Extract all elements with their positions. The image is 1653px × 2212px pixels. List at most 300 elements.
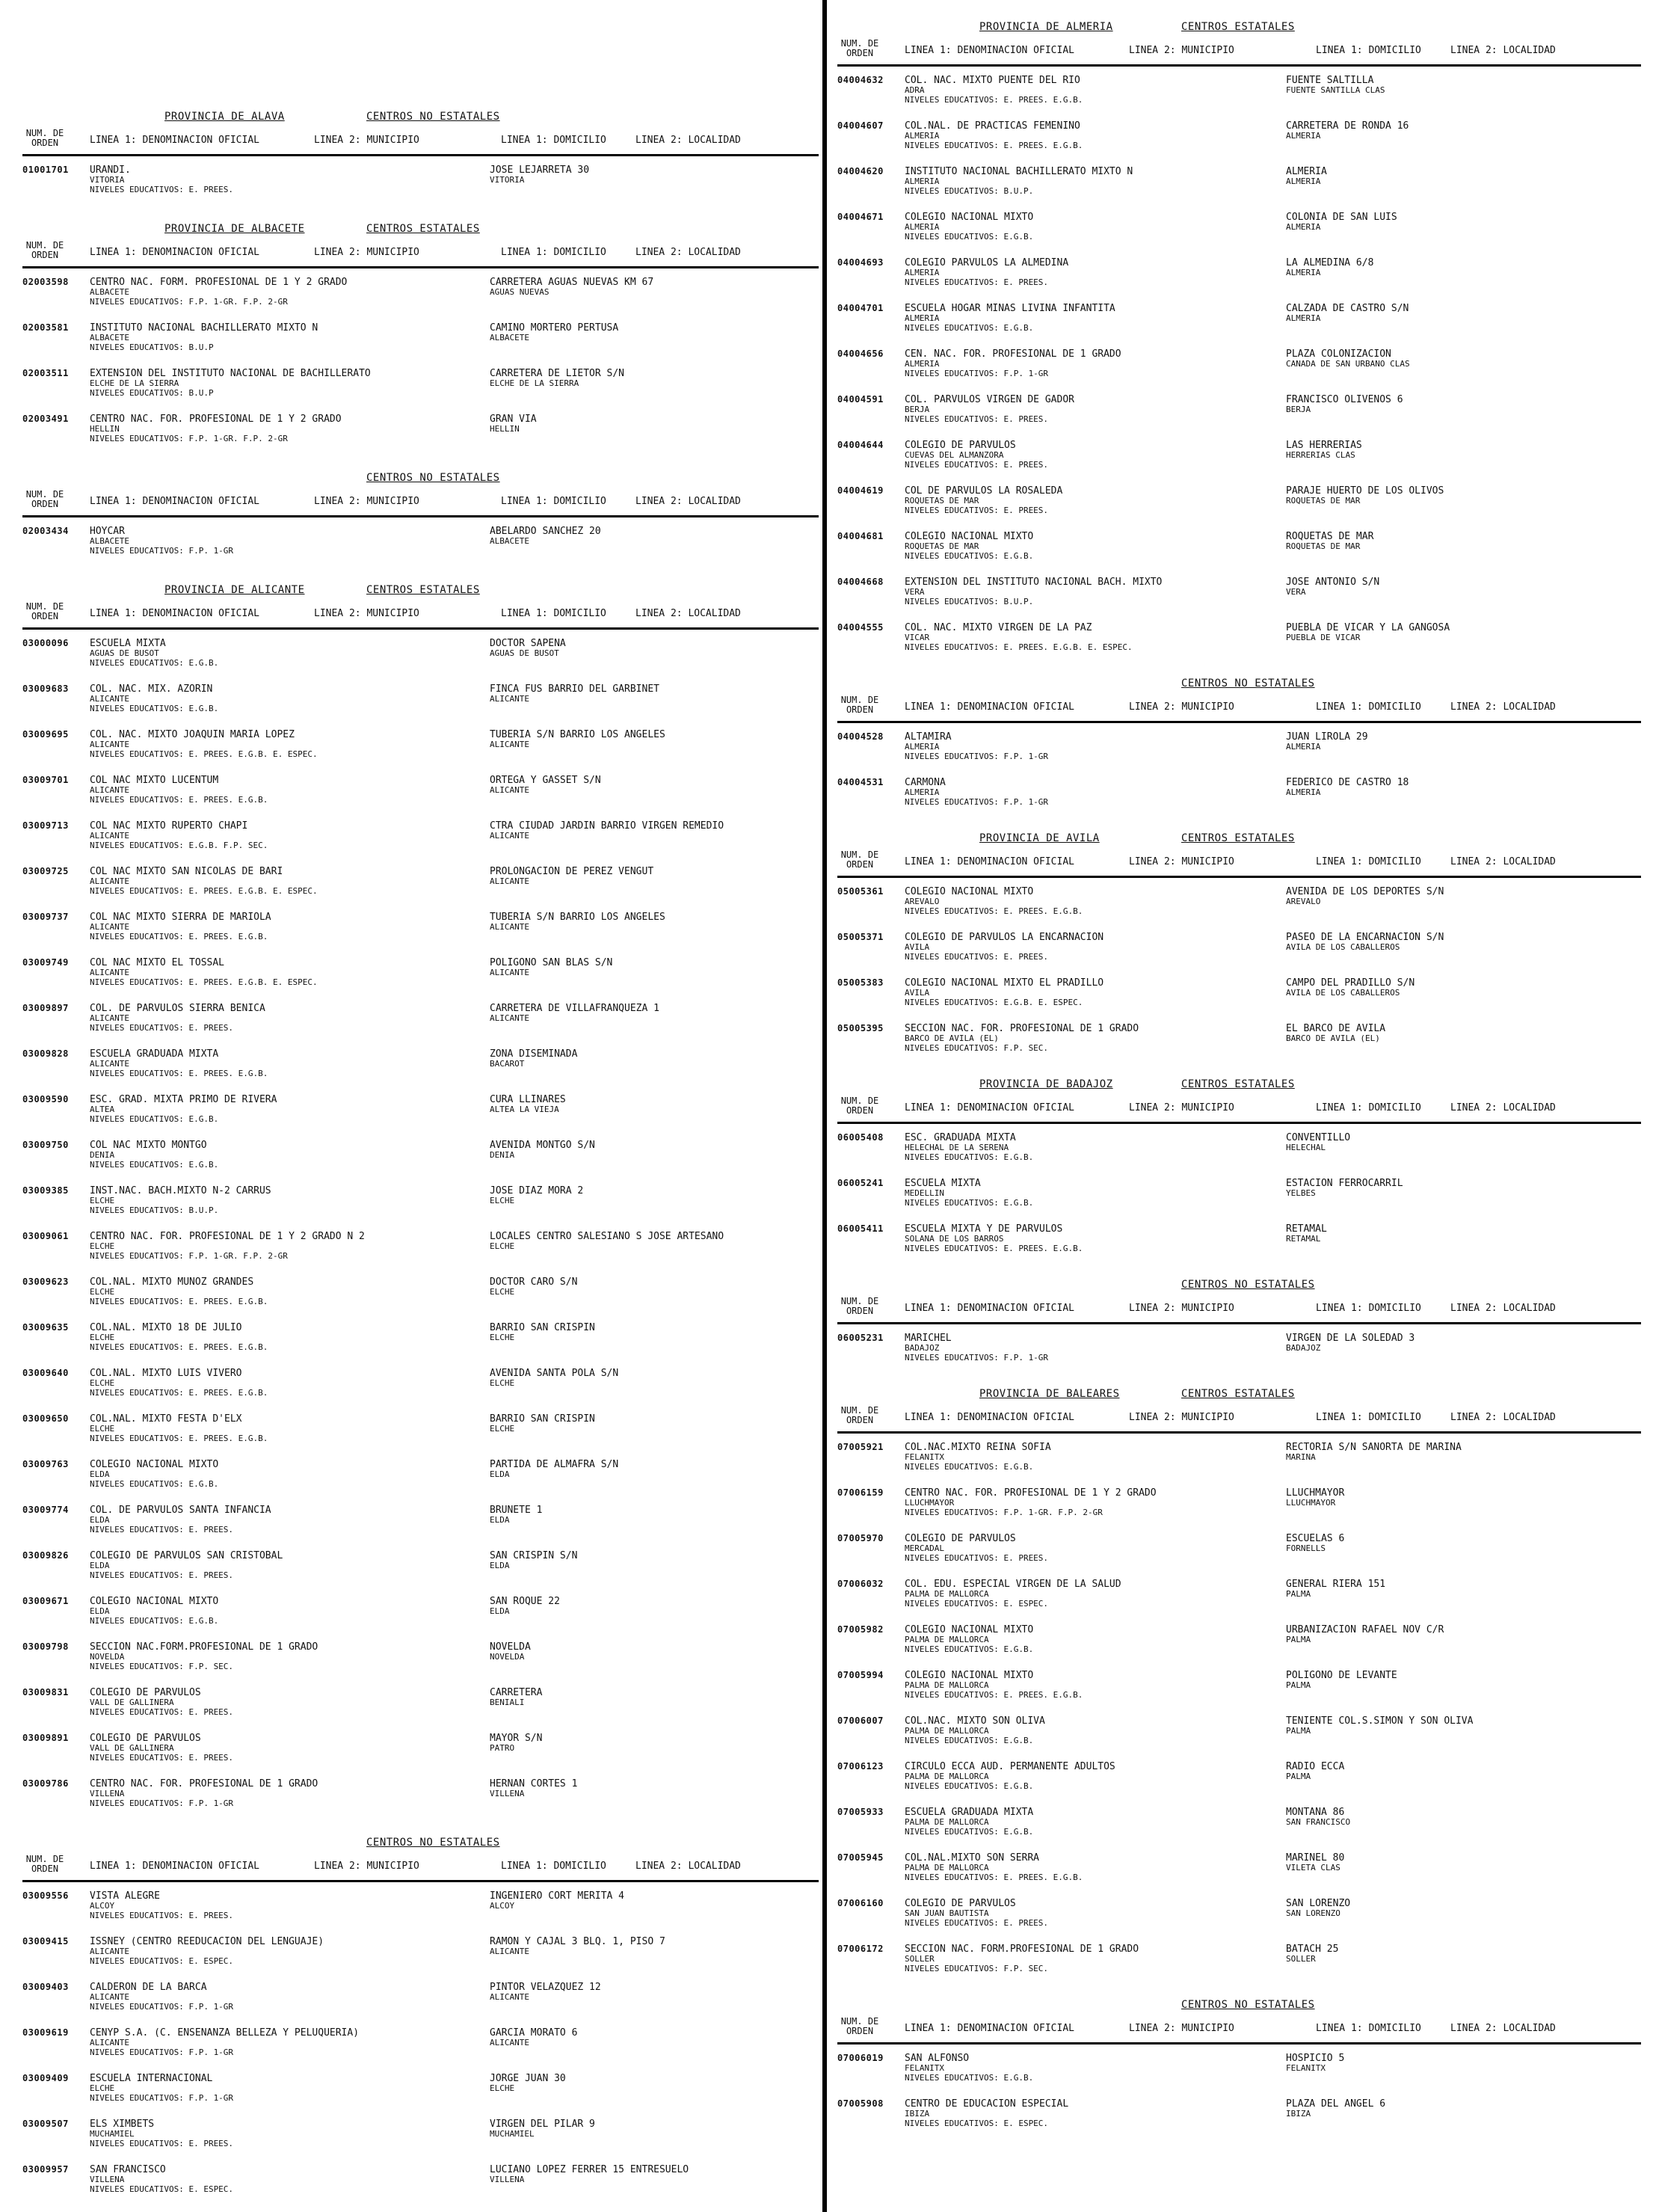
denomination-block	[90, 1186, 493, 1215]
order-number: 07005933	[837, 1807, 884, 1817]
denomination-block	[90, 775, 493, 805]
address: RECTORIA S/N SANORTA DE MARINA	[1286, 1442, 1462, 1453]
locality: ALICANTE	[490, 2038, 529, 2047]
centre-name: COL DE PARVULOS LA ROSALEDA	[905, 485, 1063, 497]
centre-name: COLEGIO DE PARVULOS	[90, 1733, 201, 1744]
education-levels: NIVELES EDUCATIVOS: E.G.B. F.P. SEC.	[90, 841, 268, 850]
centre-entry	[22, 1779, 819, 1825]
header-municipality: LINEA 2: MUNICIPIO	[1129, 45, 1234, 56]
order-number: 03009623	[22, 1276, 69, 1287]
centre-name: COLEGIO DE PARVULOS	[905, 1898, 1016, 1909]
municipality: ALICANTE	[90, 1059, 129, 1069]
centre-name: INST.NAC. BACH.MIXTO N-2 CARRUS	[90, 1185, 271, 1196]
centre-entry	[22, 867, 819, 912]
denomination-block	[90, 1505, 493, 1534]
locality: YELBES	[1286, 1188, 1316, 1198]
address: ALMERIA	[1286, 166, 1327, 177]
address-block	[490, 1551, 819, 1570]
centre-entry	[837, 486, 1641, 532]
denomination-block	[90, 2028, 493, 2057]
header-locality: LINEA 2: LOCALIDAD	[1450, 1102, 1556, 1113]
order-number: 04004619	[837, 485, 884, 496]
order-number: 03009831	[22, 1687, 69, 1698]
province-title: PROVINCIA DE ALMERIA	[979, 21, 1113, 33]
section-block	[837, 1993, 1641, 2145]
denomination-block	[905, 1133, 1308, 1162]
locality: AGUAS DE BUSOT	[490, 648, 559, 658]
denomination-block	[905, 577, 1308, 606]
locality: ELCHE	[490, 1333, 515, 1342]
centre-name: COLEGIO NACIONAL MIXTO	[90, 1596, 219, 1607]
centre-name: INSTITUTO NACIONAL BACHILLERATO MIXTO N	[90, 322, 318, 334]
address: PUEBLA DE VICAR Y LA GANGOSA	[1286, 622, 1450, 633]
municipality: ADRA	[905, 85, 925, 95]
section-block	[22, 217, 819, 460]
municipality: DENIA	[90, 1150, 115, 1160]
header-address: LINEA 1: DOMICILIO	[1316, 2023, 1421, 2034]
province-title: PROVINCIA DE ALBACETE	[164, 223, 305, 235]
province-title: PROVINCIA DE AVILA	[979, 832, 1100, 844]
address-block	[1286, 1224, 1615, 1244]
municipality: PALMA DE MALLORCA	[905, 1680, 989, 1690]
address-block	[490, 1277, 819, 1297]
denomination-block	[905, 1488, 1308, 1517]
locality: ALICANTE	[490, 968, 529, 977]
address: TUBERIA S/N BARRIO LOS ANGELES	[490, 729, 665, 740]
education-levels: NIVELES EDUCATIVOS: E. PREES.	[90, 1753, 234, 1763]
header-denomination: LINEA 1: DENOMINACION OFICIAL	[90, 1861, 259, 1872]
locality: ELDA	[490, 1606, 510, 1616]
address: SAN ROQUE 22	[490, 1596, 560, 1607]
locality: BACAROT	[490, 1059, 525, 1069]
address: JUAN LIROLA 29	[1286, 731, 1368, 743]
order-number: 03009725	[22, 866, 69, 876]
order-number: 05005395	[837, 1023, 884, 1033]
education-levels: NIVELES EDUCATIVOS: E.G.B.	[905, 323, 1034, 333]
education-levels: NIVELES EDUCATIVOS: E. PREES. E.G.B. E. ESPEC.	[90, 749, 318, 759]
locality: PALMA	[1286, 1680, 1311, 1690]
municipality: ALMERIA	[905, 359, 940, 369]
left-column	[22, 0, 819, 2212]
municipality: IBIZA	[905, 2109, 930, 2119]
header-locality: LINEA 2: LOCALIDAD	[635, 1861, 741, 1872]
order-number: 04004528	[837, 731, 884, 742]
address: BATACH 25	[1286, 1944, 1339, 1955]
denomination-block	[90, 526, 493, 556]
address: MARINEL 80	[1286, 1852, 1345, 1864]
section-block	[837, 1382, 1641, 1990]
locality: MARINA	[1286, 1452, 1316, 1462]
centre-entry	[837, 1853, 1641, 1899]
order-number: 05005371	[837, 932, 884, 942]
education-levels: NIVELES EDUCATIVOS: E.G.B.	[905, 232, 1034, 242]
order-number: 03009774	[22, 1505, 69, 1515]
centre-entry	[22, 1049, 819, 1095]
education-levels: NIVELES EDUCATIVOS: E. PREES. E.G.B.	[905, 1244, 1083, 1253]
centre-name: VISTA ALEGRE	[90, 1890, 160, 1902]
section-title-row	[837, 672, 1641, 694]
municipality: ALMERIA	[905, 268, 940, 277]
address: DOCTOR SAPENA	[490, 638, 566, 649]
column-header	[22, 488, 819, 517]
address-block	[490, 1460, 819, 1479]
order-number: 03009671	[22, 1596, 69, 1606]
centre-name: COL. EDU. ESPECIAL VIRGEN DE LA SALUD	[905, 1579, 1121, 1590]
order-number: 07006032	[837, 1579, 884, 1589]
header-address: LINEA 1: DOMICILIO	[1316, 701, 1421, 713]
column-header	[22, 239, 819, 268]
address-block	[1286, 532, 1615, 551]
centre-entry	[837, 1333, 1641, 1379]
centre-name: COLEGIO DE PARVULOS LA ENCARNACION	[905, 932, 1104, 943]
centre-entry	[837, 778, 1641, 823]
centre-name: ESCUELA GRADUADA MIXTA	[90, 1048, 219, 1060]
address: PLAZA DEL ANGEL 6	[1286, 2098, 1386, 2110]
municipality: ALICANTE	[90, 831, 129, 841]
address: SAN LORENZO	[1286, 1898, 1351, 1909]
header-denomination: LINEA 1: DENOMINACION OFICIAL	[905, 2023, 1074, 2034]
order-number: 04004681	[837, 531, 884, 541]
education-levels: NIVELES EDUCATIVOS: F.P. 1-GR	[90, 2047, 234, 2057]
centre-entry	[837, 2099, 1641, 2145]
address-block	[490, 958, 819, 977]
education-levels: NIVELES EDUCATIVOS: F.P. SEC.	[905, 1043, 1049, 1053]
education-levels: NIVELES EDUCATIVOS: E. PREES. E.G.B.	[905, 1872, 1083, 1882]
centre-entry	[22, 1232, 819, 1277]
locality: AVILA DE LOS CABALLEROS	[1286, 988, 1400, 998]
centre-name: ESCUELA INTERNACIONAL	[90, 2073, 213, 2084]
address-block	[490, 2028, 819, 2047]
locality: ALICANTE	[490, 876, 529, 886]
order-number: 07006007	[837, 1715, 884, 1726]
locality: FELANITX	[1286, 2063, 1326, 2073]
centre-name: ESCUELA GRADUADA MIXTA	[905, 1807, 1034, 1818]
municipality: ELCHE	[90, 1196, 115, 1205]
centre-name: COL.NAC.MIXTO REINA SOFIA	[905, 1442, 1051, 1453]
locality: ALICANTE	[490, 1013, 529, 1023]
education-levels: NIVELES EDUCATIVOS: F.P. 1-GR	[90, 546, 234, 556]
header-municipality: LINEA 2: MUNICIPIO	[1129, 856, 1234, 867]
centre-name: COLEGIO DE PARVULOS	[90, 1687, 201, 1698]
municipality: VERA	[905, 587, 925, 597]
centre-entry	[837, 1443, 1641, 1488]
address-block	[490, 1414, 819, 1434]
municipality: FELANITX	[905, 2063, 944, 2073]
address-block	[1286, 1133, 1615, 1152]
centre-entry	[837, 1488, 1641, 1534]
address: CAMINO MORTERO PERTUSA	[490, 322, 619, 334]
centre-name: CENTRO NAC. FORM. PROFESIONAL DE 1 Y 2 GRADO	[90, 277, 348, 288]
education-levels: NIVELES EDUCATIVOS: E. PREES. E.G.B. E. ESPEC.	[905, 642, 1133, 652]
denomination-block	[905, 395, 1308, 424]
column-header	[837, 1095, 1641, 1124]
centre-name: COL.NAL. MIXTO MUNOZ GRANDES	[90, 1276, 254, 1288]
centre-name: COL.NAL.MIXTO SON SERRA	[905, 1852, 1040, 1864]
denomination-block	[90, 684, 493, 713]
education-levels: NIVELES EDUCATIVOS: E. PREES.	[905, 506, 1049, 515]
order-number: 06005408	[837, 1132, 884, 1143]
order-number: 07006160	[837, 1898, 884, 1908]
locality: FUENTE SANTILLA CLAS	[1286, 85, 1385, 95]
education-levels: NIVELES EDUCATIVOS: F.P. SEC.	[905, 1964, 1049, 1973]
centre-entry	[837, 1944, 1641, 1990]
order-number: 03009826	[22, 1550, 69, 1561]
order-number: 03009701	[22, 775, 69, 785]
header-order-number: NUM. DE ORDEN	[840, 1096, 879, 1116]
education-levels: NIVELES EDUCATIVOS: E. PREES. E.G.B.	[90, 1069, 268, 1078]
municipality: ALICANTE	[90, 785, 129, 795]
education-levels: NIVELES EDUCATIVOS: E. ESPEC.	[90, 1956, 234, 1966]
centre-name: COL NAC MIXTO MONTGO	[90, 1140, 207, 1151]
centre-name: COLEGIO NACIONAL MIXTO	[905, 1670, 1034, 1681]
header-denomination: LINEA 1: DENOMINACION OFICIAL	[90, 247, 259, 258]
municipality: LLUCHMAYOR	[905, 1498, 955, 1508]
address: ROQUETAS DE MAR	[1286, 531, 1374, 542]
centre-name: EXTENSION DEL INSTITUTO NACIONAL DE BACHILLERATO	[90, 368, 371, 379]
address-block	[490, 1733, 819, 1753]
order-number: 07006019	[837, 2053, 884, 2063]
header-denomination: LINEA 1: DENOMINACION OFICIAL	[905, 45, 1074, 56]
centre-name: COL.NAL. DE PRACTICAS FEMENINO	[905, 120, 1080, 132]
order-number: 03009650	[22, 1413, 69, 1424]
municipality: MERCADAL	[905, 1543, 944, 1553]
municipality: NOVELDA	[90, 1652, 125, 1662]
denomination-block	[90, 1937, 493, 1966]
education-levels: NIVELES EDUCATIVOS: E. PREES.	[905, 277, 1049, 287]
education-levels: NIVELES EDUCATIVOS: E. PREES.	[90, 1707, 234, 1717]
denomination-block	[90, 1779, 493, 1808]
locality: PALMA	[1286, 1726, 1311, 1736]
centre-entry	[22, 1642, 819, 1688]
centre-entry	[837, 258, 1641, 304]
address: PLAZA COLONIZACION	[1286, 348, 1391, 360]
centre-name: COLEGIO NACIONAL MIXTO	[90, 1459, 219, 1470]
centre-entry	[837, 349, 1641, 395]
locality: ELCHE	[490, 1241, 515, 1251]
centre-entry	[22, 323, 819, 369]
address: BRUNETE 1	[490, 1505, 543, 1516]
education-levels: NIVELES EDUCATIVOS: E. PREES.	[90, 1525, 234, 1534]
centre-name: CENTRO DE EDUCACION ESPECIAL	[905, 2098, 1069, 2110]
denomination-block	[90, 867, 493, 896]
locality: IBIZA	[1286, 2109, 1311, 2119]
education-levels: NIVELES EDUCATIVOS: E. PREES.	[905, 414, 1049, 424]
centre-entry	[837, 1899, 1641, 1944]
centre-name: URANDI.	[90, 165, 131, 176]
locality: ALMERIA	[1286, 222, 1321, 232]
section-block	[22, 1831, 819, 2211]
header-order-number: NUM. DE ORDEN	[840, 695, 879, 715]
order-number: 03009061	[22, 1231, 69, 1241]
order-number: 04004607	[837, 120, 884, 131]
header-address: LINEA 1: DOMICILIO	[501, 608, 606, 619]
address-block	[1286, 2099, 1615, 2119]
centre-name: INSTITUTO NACIONAL BACHILLERATO MIXTO N	[905, 166, 1133, 177]
education-levels: NIVELES EDUCATIVOS: F.P. 1-GR. F.P. 2-GR	[90, 297, 288, 307]
locality: HERRERIAS CLAS	[1286, 450, 1355, 460]
column-header	[22, 600, 819, 630]
address-block	[490, 1891, 819, 1911]
order-number: 04004693	[837, 257, 884, 268]
education-levels: NIVELES EDUCATIVOS: F.P. 1-GR	[905, 369, 1049, 378]
municipality: ALMERIA	[905, 742, 940, 752]
order-number: 02003434	[22, 526, 69, 536]
centre-name: COL.NAL. MIXTO FESTA D'ELX	[90, 1413, 242, 1425]
address: MAYOR S/N	[490, 1733, 543, 1744]
header-denomination: LINEA 1: DENOMINACION OFICIAL	[905, 856, 1074, 867]
education-levels: NIVELES EDUCATIVOS: E. PREES.	[90, 1023, 234, 1033]
address: LOCALES CENTRO SALESIANO S JOSE ARTESANO	[490, 1231, 724, 1242]
centre-name: COL NAC MIXTO SAN NICOLAS DE BARI	[90, 866, 283, 877]
order-number: 07006159	[837, 1487, 884, 1498]
municipality: ALICANTE	[90, 740, 129, 749]
order-number: 03009891	[22, 1733, 69, 1743]
centre-name: SAN FRANCISCO	[90, 2164, 166, 2175]
centre-entry	[837, 76, 1641, 121]
education-levels: NIVELES EDUCATIVOS: E. PREES.	[905, 952, 1049, 962]
denomination-block	[90, 1368, 493, 1398]
locality: VILETA CLAS	[1286, 1863, 1340, 1872]
address: PROLONGACION DE PEREZ VENGUT	[490, 866, 654, 877]
locality: AVILA DE LOS CABALLEROS	[1286, 942, 1400, 952]
locality: ELCHE	[490, 1424, 515, 1434]
address-block	[490, 1368, 819, 1388]
header-municipality: LINEA 2: MUNICIPIO	[1129, 1412, 1234, 1423]
centre-type-title: CENTROS ESTATALES	[1181, 832, 1295, 844]
locality: ALICANTE	[490, 1992, 529, 2002]
address-block	[1286, 212, 1615, 232]
address: CARRETERA	[490, 1687, 543, 1698]
centre-name: COL. NAC. MIXTO VIRGEN DE LA PAZ	[905, 622, 1092, 633]
order-number: 03009409	[22, 2073, 69, 2083]
denomination-block	[90, 912, 493, 941]
header-denomination: LINEA 1: DENOMINACION OFICIAL	[905, 1412, 1074, 1423]
education-levels: NIVELES EDUCATIVOS: E. ESPEC.	[90, 2184, 234, 2194]
address-block	[1286, 258, 1615, 277]
address: ESTACION FERROCARRIL	[1286, 1178, 1403, 1189]
municipality: ELDA	[90, 1606, 110, 1616]
centre-entry	[22, 2119, 819, 2165]
centre-entry	[837, 1579, 1641, 1625]
address-block	[490, 1186, 819, 1205]
denomination-block	[90, 165, 493, 194]
locality: ELCHE	[490, 1378, 515, 1388]
centre-name: COL. NAC. MIXTO PUENTE DEL RIO	[905, 75, 1080, 86]
centre-entry	[837, 577, 1641, 623]
address: FUENTE SALTILLA	[1286, 75, 1374, 86]
municipality: ELCHE	[90, 1424, 115, 1434]
section-title-row	[22, 466, 819, 488]
centre-entry	[837, 933, 1641, 978]
locality: AREVALO	[1286, 897, 1321, 906]
order-number: 07005970	[837, 1533, 884, 1543]
address-block	[1286, 1899, 1615, 1918]
header-locality: LINEA 2: LOCALIDAD	[1450, 2023, 1556, 2034]
section-block	[837, 15, 1641, 669]
centre-name: SAN ALFONSO	[905, 2053, 970, 2064]
order-number: 03009750	[22, 1140, 69, 1150]
section-block	[22, 578, 819, 1825]
centre-type-title: CENTROS NO ESTATALES	[1181, 1279, 1315, 1291]
education-levels: NIVELES EDUCATIVOS: F.P. 1-GR. F.P. 2-GR	[90, 434, 288, 443]
denomination-block	[905, 1224, 1308, 1253]
locality: PUEBLA DE VICAR	[1286, 633, 1361, 642]
centre-name: COLEGIO NACIONAL MIXTO EL PRADILLO	[905, 977, 1104, 989]
address-block	[490, 1323, 819, 1342]
education-levels: NIVELES EDUCATIVOS: E.G.B.	[90, 704, 219, 713]
education-levels: NIVELES EDUCATIVOS: E. PREES. E.G.B.	[90, 932, 268, 941]
locality: ROQUETAS DE MAR	[1286, 496, 1361, 506]
centre-name: EXTENSION DEL INSTITUTO NACIONAL BACH. MIXTO	[905, 577, 1163, 588]
address: FINCA FUS BARRIO DEL GARBINET	[490, 683, 659, 695]
denomination-block	[90, 2074, 493, 2103]
header-address: LINEA 1: DOMICILIO	[1316, 1102, 1421, 1113]
municipality: ALICANTE	[90, 968, 129, 977]
education-levels: NIVELES EDUCATIVOS: E. PREES.	[90, 1911, 234, 1920]
order-number: 03009897	[22, 1003, 69, 1013]
column-header	[837, 2015, 1641, 2044]
locality: ALMERIA	[1286, 313, 1321, 323]
address: RETAMAL	[1286, 1223, 1327, 1235]
address-block	[490, 1004, 819, 1023]
denomination-block	[905, 349, 1308, 378]
denomination-block	[905, 1579, 1308, 1609]
education-levels: NIVELES EDUCATIVOS: E.G.B.	[905, 1198, 1034, 1208]
denomination-block	[905, 933, 1308, 962]
header-address: LINEA 1: DOMICILIO	[501, 135, 606, 146]
address: CAMPO DEL PRADILLO S/N	[1286, 977, 1415, 989]
section-title-row	[22, 578, 819, 600]
order-number: 06005241	[837, 1178, 884, 1188]
denomination-block	[90, 958, 493, 987]
section-title-row	[22, 217, 819, 239]
centre-name: COL. PARVULOS VIRGEN DE GADOR	[905, 394, 1074, 405]
header-locality: LINEA 2: LOCALIDAD	[635, 135, 741, 146]
education-levels: NIVELES EDUCATIVOS: F.P. 1-GR	[90, 1798, 234, 1808]
municipality: AVILA	[905, 942, 930, 952]
address: PINTOR VELAZQUEZ 12	[490, 1982, 601, 1993]
address: PASEO DE LA ENCARNACION S/N	[1286, 932, 1444, 943]
header-address: LINEA 1: DOMICILIO	[501, 1861, 606, 1872]
denomination-block	[905, 304, 1308, 333]
header-municipality: LINEA 2: MUNICIPIO	[314, 135, 419, 146]
centre-type-title: CENTROS NO ESTATALES	[1181, 1999, 1315, 2011]
centre-entry	[22, 1982, 819, 2028]
order-number: 03009556	[22, 1890, 69, 1901]
province-title: PROVINCIA DE ALAVA	[164, 111, 285, 123]
municipality: ELCHE	[90, 1241, 115, 1251]
header-order-number: NUM. DE ORDEN	[25, 601, 64, 621]
centre-entry	[837, 395, 1641, 440]
order-number: 04004644	[837, 440, 884, 450]
locality: ALBACETE	[490, 333, 529, 342]
order-number: 04004701	[837, 303, 884, 313]
address-block	[490, 1937, 819, 1956]
centre-name: COL NAC MIXTO RUPERTO CHAPI	[90, 820, 248, 832]
centre-entry	[837, 1716, 1641, 1762]
centre-entry	[837, 1762, 1641, 1807]
education-levels: NIVELES EDUCATIVOS: E.G.B.	[905, 1736, 1034, 1745]
locality: ALMERIA	[1286, 131, 1321, 141]
section-title-row	[837, 15, 1641, 37]
locality: VITORIA	[490, 175, 525, 185]
address: ZONA DISEMINADA	[490, 1048, 578, 1060]
denomination-block	[90, 1891, 493, 1920]
centre-name: ESCUELA MIXTA	[90, 638, 166, 649]
section-title-row	[837, 1382, 1641, 1404]
denomination-block	[905, 1534, 1308, 1563]
address: TUBERIA S/N BARRIO LOS ANGELES	[490, 912, 665, 923]
